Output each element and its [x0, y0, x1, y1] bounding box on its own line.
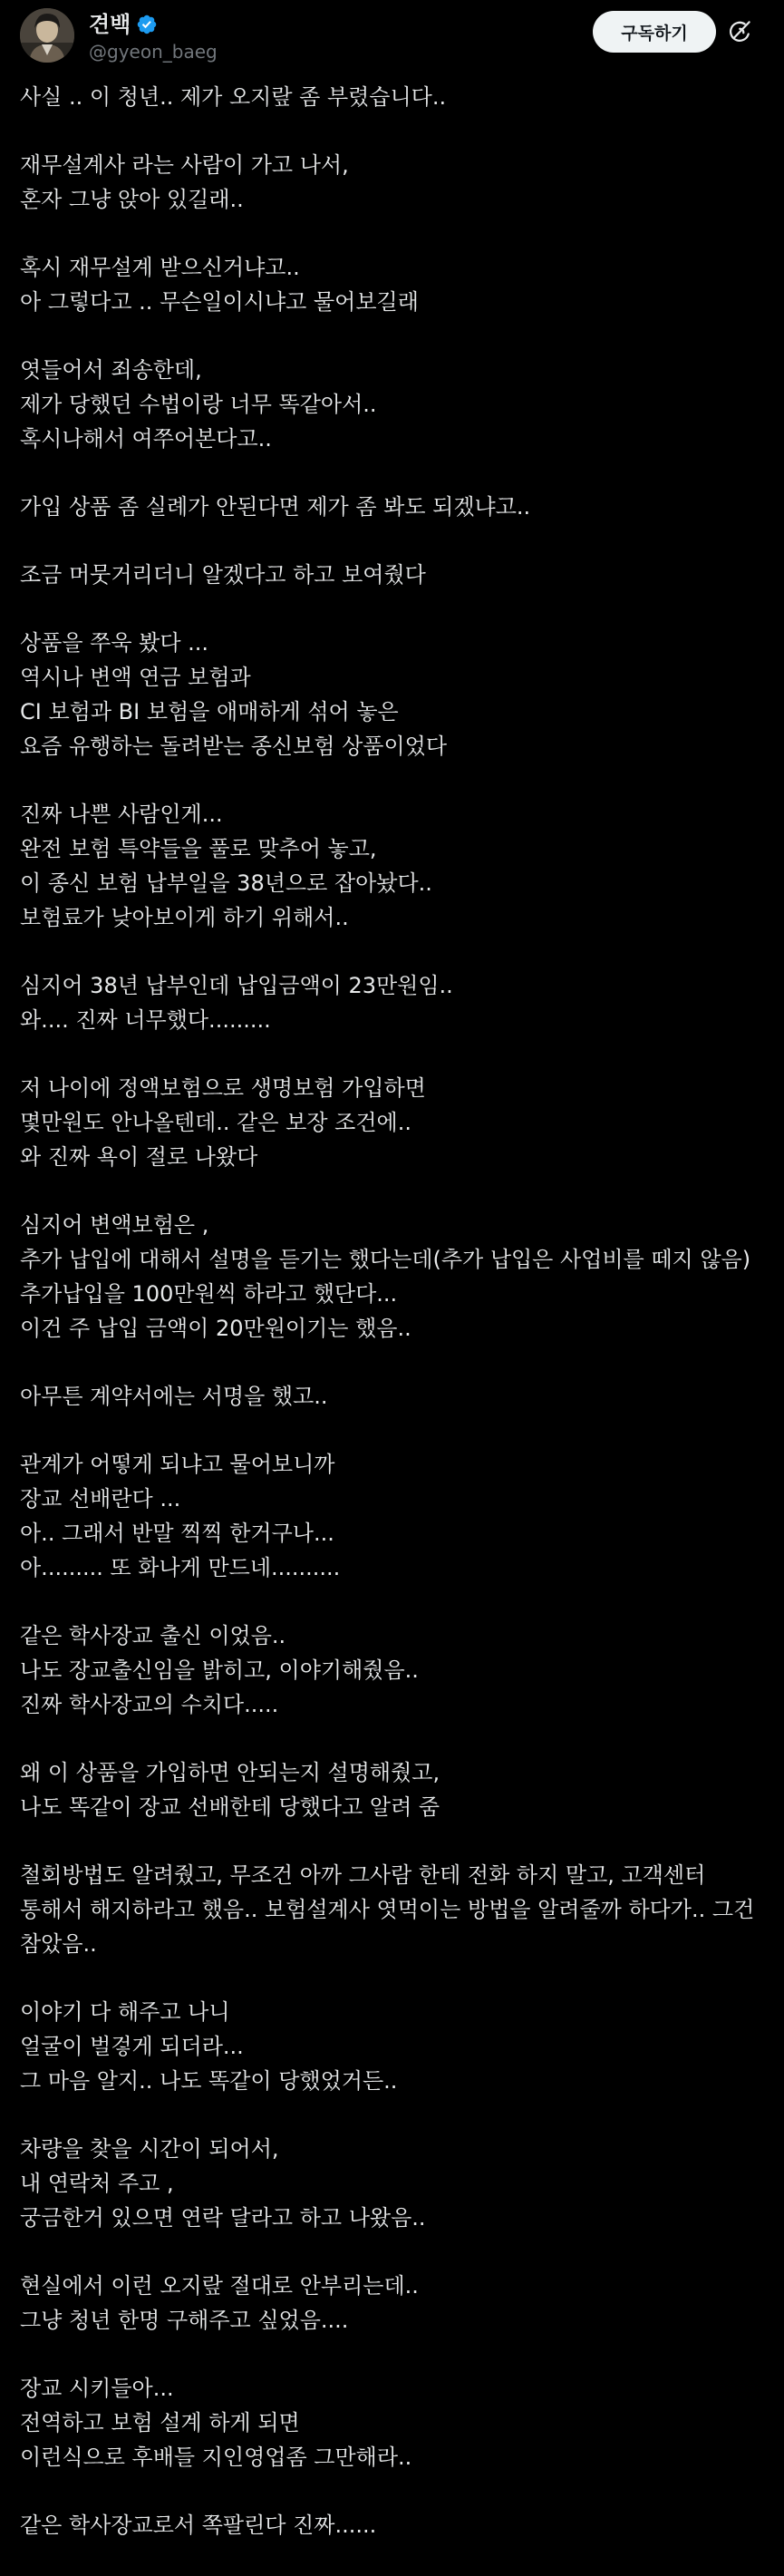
post-text-line: 아무튼 계약서에는 서명을 했고.. [20, 1384, 328, 1409]
post-text-line: 장교 선배란다 ... [20, 1486, 181, 1512]
post-paragraph [20, 1208, 769, 1346]
post-text-line: 심지어 38년 납부인데 납입금액이 23만원임.. [20, 973, 453, 998]
post-text-line: 조금 머뭇거리더니 알겠다고 하고 보여줬다 [20, 562, 426, 588]
post-text-line: 내 연락처 주고 , [20, 2171, 174, 2196]
post-text-line: 사실 .. 이 청년.. 제가 오지랖 좀 부렸습니다.. [20, 84, 447, 110]
post-text-line: 아......... 또 화나게 만드네.......... [20, 1555, 341, 1580]
post-text [20, 80, 769, 2576]
post-text-line: 진짜 학사장교의 수치다..... [20, 1692, 279, 1717]
post-paragraph [20, 1995, 769, 2098]
post-paragraph [20, 558, 769, 592]
post-paragraph [20, 2132, 769, 2235]
post-text-line: 이야기 다 해주고 나니 [20, 1999, 230, 2025]
post-text-line: 관계가 어떻게 되냐고 물어보니까 [20, 1452, 335, 1477]
post-text-line: 이런식으로 후배들 지인영업좀 그만해라.. [20, 2445, 412, 2470]
post-text-line: 아.. 그래서 반말 찍찍 한거구나... [20, 1521, 334, 1546]
post-text-line: 같은 학사장교 출신 이었음.. [20, 1623, 286, 1648]
post-text-line: 아 그렇다고 .. 무슨일이시냐고 물어보길래 [20, 289, 419, 315]
post-text-line: 재무설계사 라는 사람이 가고 나서, [20, 152, 349, 178]
post-text-line: 혹시나해서 여쭈어본다고.. [20, 426, 272, 452]
post-paragraph [20, 1755, 769, 1824]
avatar[interactable] [20, 8, 74, 63]
post-paragraph [20, 797, 769, 935]
post-paragraph [20, 1858, 769, 1961]
post-text-line: 역시나 변액 연금 보험과 [20, 665, 251, 690]
post-text-line: 와 진짜 욕이 절로 나왔다 [20, 1144, 258, 1170]
post-text-line: 왜 이 상품을 가입하면 안되는지 설명해줬고, [20, 1760, 440, 1785]
post-text-line: 혹시 재무설계 받으신거냐고.. [20, 255, 300, 280]
post-text-line: 진짜 나쁜 사람인게... [20, 802, 223, 827]
handle[interactable]: @gyeon_baeg [89, 41, 218, 63]
post-text-line: 가입 상품 좀 실례가 안된다면 제가 좀 봐도 되겠냐고.. [20, 494, 531, 520]
post-paragraph [20, 1619, 769, 1722]
post-text-line: 요즘 유행하는 돌려받는 종신보험 상품이었다 [20, 734, 448, 759]
display-name[interactable]: 견백 [89, 12, 131, 37]
post-text-line: 전역하고 보험 설계 하게 되면 [20, 2410, 300, 2435]
post-paragraph [20, 1071, 769, 1174]
post-text-line: 완전 보험 특약들을 풀로 맞추어 놓고, [20, 836, 377, 861]
grok-icon[interactable] [723, 15, 756, 48]
post-text-line: CI 보험과 BI 보험을 애매하게 섞어 놓은 [20, 699, 399, 724]
post-paragraph [20, 1379, 769, 1414]
post-text-line: 심지어 변액보험은 , [20, 1212, 209, 1238]
post-text-line: 몇만원도 안나올텐데.. 같은 보장 조건에.. [20, 1110, 411, 1135]
post-text-line: 차량을 찾을 시간이 되어서, [20, 2136, 279, 2162]
post-text-line: 엿들어서 죄송한데, [20, 357, 202, 383]
post-text-line: 같은 학사장교로서 쪽팔린다 진짜...... [20, 2513, 377, 2538]
post-paragraph [20, 2371, 769, 2474]
post-text-line: 저 나이에 정액보험으로 생명보험 가입하면 [20, 1075, 426, 1101]
post-text-line: 얼굴이 벌겋게 되더라... [20, 2034, 244, 2059]
post-text-line: 나도 장교출신임을 밝히고, 이야기해줬음.. [20, 1657, 419, 1683]
post-paragraph [20, 250, 769, 319]
post-paragraph [20, 968, 769, 1037]
post-paragraph [20, 148, 769, 217]
post-text-line: 이 종신 보험 납부일을 38년으로 잡아놨다.. [20, 870, 432, 896]
post-text-line: 궁금한거 있으면 연락 달라고 하고 나왔음.. [20, 2205, 426, 2231]
post-text-line: 추가 납입에 대해서 설명을 듣기는 했다는데(추가 납입은 사업비를 떼지 않음) [20, 1247, 751, 1272]
post-text-line: 장교 시키들아... [20, 2376, 174, 2401]
post-text-line: 추가납입을 100만원씩 하라고 했단다... [20, 1281, 398, 1307]
post-text-line: 상품을 쭈욱 봤다 ... [20, 630, 209, 656]
post-paragraph [20, 353, 769, 456]
post-paragraph [20, 80, 769, 114]
name-row [89, 11, 158, 38]
post-text-line: 그냥 청년 한명 구해주고 싶었음.... [20, 2308, 349, 2333]
post-paragraph [20, 490, 769, 524]
post-paragraph [20, 2269, 769, 2338]
post-paragraph [20, 1447, 769, 1585]
post-text-line: 나도 똑같이 장교 선배한테 당했다고 알려 줌 [20, 1794, 440, 1820]
post-text-line: 철회방법도 알려줬고, 무조건 아까 그사람 한테 전화 하지 말고, 고객센터 통해서 해지하라고 했음.. 보험설계사 엿먹이는 방법을 알려줄까 하다가.. 그건 참았음.. [20, 1862, 755, 1957]
subscribe-button[interactable]: 구독하기 [593, 11, 716, 53]
post-paragraph [20, 2508, 769, 2542]
post-text-line: 그 마음 알지.. 나도 똑같이 당했었거든.. [20, 2068, 398, 2094]
avatar-image [20, 8, 74, 63]
post-text-line: 혼자 그냥 앉아 있길래.. [20, 187, 244, 212]
post-header [0, 0, 784, 76]
post-text-line: 이건 주 납입 금액이 20만원이기는 했음.. [20, 1316, 411, 1341]
post-text-line: 현실에서 이런 오지랖 절대로 안부리는데.. [20, 2273, 419, 2299]
post-text-line: 보험료가 낮아보이게 하기 위해서.. [20, 905, 349, 930]
verified-badge-icon [136, 14, 158, 35]
post-text-line: 제가 당했던 수법이랑 너무 똑같아서.. [20, 392, 377, 417]
post-paragraph [20, 626, 769, 763]
post-text-line: 와.... 진짜 너무했다......... [20, 1007, 271, 1033]
